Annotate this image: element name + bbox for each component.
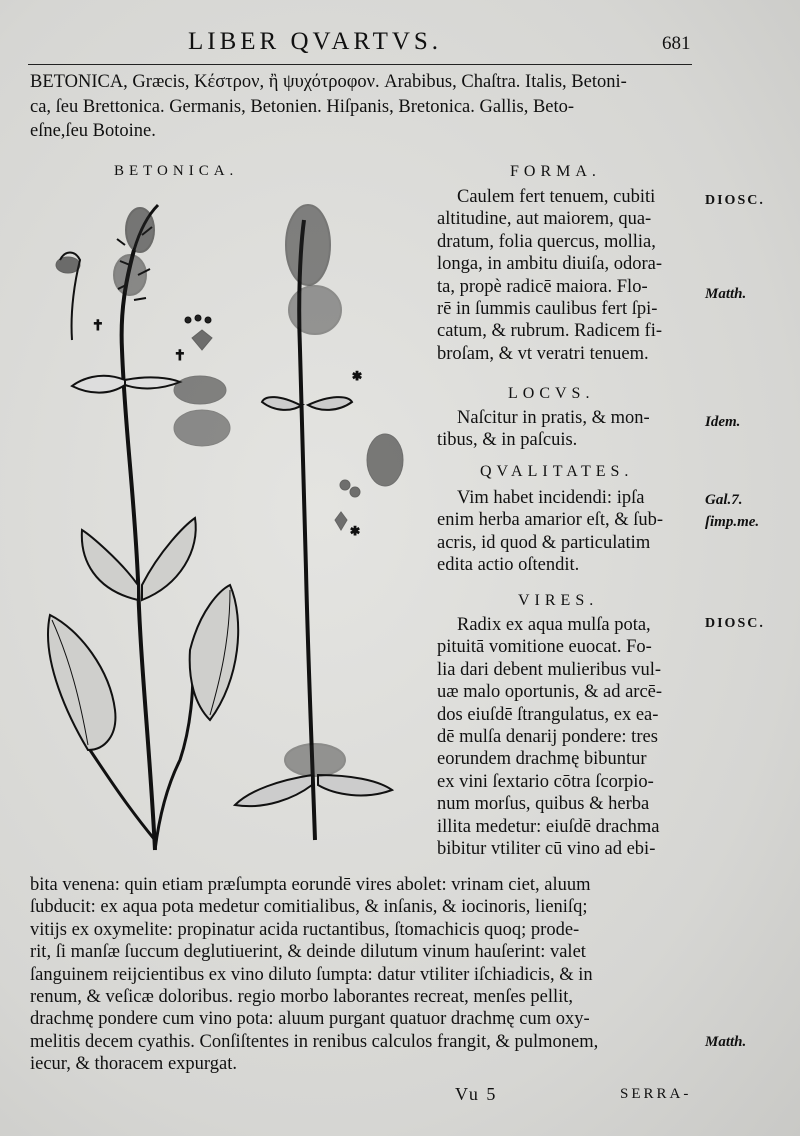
signature-mark: Vu 5 (455, 1084, 498, 1104)
text-line: acris, id quod & particulatim (437, 532, 651, 553)
svg-text:✱: ✱ (350, 524, 361, 538)
locus-text (437, 407, 699, 452)
text-line: catum, & rubrum. Radicem fi- (437, 321, 663, 342)
text-line: vitijs ex oxymelite: propinatur acida ructantibus, ſtomachicis quoq; prode- (30, 919, 580, 940)
text-line: num morſus, quibus & herba (437, 794, 650, 815)
text-line: altitudine, aut maiorem, qua- (437, 209, 652, 230)
text-line: ſanguinem reijcientibus ex vino diluto ſumpta: datur vtiliter iſchiadicis, & in (30, 964, 593, 985)
margin-note: Matth. (705, 1034, 747, 1050)
detail-florets (56, 253, 403, 539)
intro-paragraph (30, 70, 700, 144)
text-line: dratum, folia quercus, mollia, (437, 231, 656, 252)
intro-line: BETONICA, Græcis, Κέστρον, ἢ ψυχότροφον. Arabibus, Chaſtra. Italis, Betoni- (30, 72, 627, 92)
qualitates-heading: QVALITATES. (480, 463, 634, 480)
text-line: rē in ſummis caulibus fert ſpi- (437, 299, 658, 320)
running-head: LIBER QVARTVS. (188, 28, 443, 55)
text-line: Vim habet incidendi: ipſa (457, 488, 645, 508)
margin-note: DIOSC. (705, 193, 765, 208)
text-line: longa, in ambitu diuiſa, odora- (437, 254, 663, 275)
text-line: renum, & veſicæ doloribus. regio morbo laborantes recreat, menſes pellit, (30, 987, 574, 1008)
left-plant (48, 205, 238, 850)
vires-full-width-text (30, 874, 700, 1076)
text-line: ta, propè radicē maiora. Flo- (437, 276, 648, 297)
intro-line: eſne,ſeu Botoine. (30, 121, 156, 141)
page-number: 681 (662, 33, 691, 54)
margin-note: Gal.7. (705, 492, 743, 508)
text-line: rit, ſi manſæ ſuccum deglutiuerint, & deinde dilutum vinum hauſerint: valet (30, 942, 586, 963)
text-line: illita medetur: eiuſdē drachma (437, 816, 660, 837)
vires-heading: VIRES. (518, 592, 599, 609)
margin-note: ſimp.me. (705, 514, 760, 530)
text-line: ſubducit: ex aqua pota medetur comitialibus, & inſanis, & iocinoris, lieniſq; (30, 897, 588, 918)
margin-note: Matth. (705, 286, 747, 302)
text-line: drachmę pondere cum vino pota: aluum purgant quatuor drachmę cum oxy- (30, 1009, 590, 1030)
header-rule (28, 64, 692, 65)
text-line: enim herba amarior eſt, & ſub- (437, 510, 664, 531)
text-line: Caulem fert tenuem, cubiti (457, 187, 656, 207)
text-line: uæ malo oportunis, & ad arcē- (437, 682, 663, 703)
betonica-woodcut-illustration (30, 190, 420, 870)
text-line: bita venena: quin etiam præſumpta eorundē vires abolet: vrinam ciet, aluum (30, 875, 591, 895)
catchword: SERRA- (620, 1086, 692, 1102)
svg-text:✝: ✝ (174, 348, 186, 364)
forma-heading: FORMA. (510, 163, 601, 180)
text-line: iecur, & thoracem expurgat. (30, 1054, 237, 1075)
text-line: broſam, & vt veratri tenuem. (437, 343, 649, 364)
text-line: bibitur vtiliter cū vino ad ebi- (437, 839, 656, 860)
svg-text:✱: ✱ (352, 369, 363, 383)
margin-note: DIOSC. (705, 616, 765, 631)
intro-line: ca, ſeu Brettonica. Germanis, Betonien. Hiſpanis, Bretonica. Gallis, Beto- (30, 96, 575, 117)
figure-caption: BETONICA. (114, 163, 239, 179)
text-line: melitis decem cyathis. Conſiſtentes in renibus calculos frangit, & pulmonem, (30, 1031, 599, 1052)
text-line: lia dari debent mulieribus vul- (437, 659, 661, 680)
text-line: Naſcitur in pratis, & mon- (457, 408, 650, 428)
text-line: dos eiuſdē ſtrangulatus, ex ea- (437, 704, 659, 725)
right-plant (235, 205, 392, 840)
vires-text (437, 614, 699, 860)
forma-text (437, 186, 699, 365)
text-line: dē mulſa denarij pondere: tres (437, 727, 658, 748)
locus-heading: LOCVS. (508, 385, 595, 402)
text-line: ex vini ſextario cōtra ſcorpio- (437, 771, 654, 792)
svg-text:✝: ✝ (92, 318, 104, 334)
text-line: Radix ex aqua mulſa pota, (457, 615, 651, 635)
text-line: pituitā vomitione euocat. Fo- (437, 637, 652, 658)
qualitates-text (437, 487, 699, 577)
text-line: tibus, & in paſcuis. (437, 430, 578, 451)
text-line: eorundem drachmę bibuntur (437, 749, 647, 770)
text-line: edita actio oſtendit. (437, 555, 580, 576)
margin-note: Idem. (705, 414, 741, 430)
